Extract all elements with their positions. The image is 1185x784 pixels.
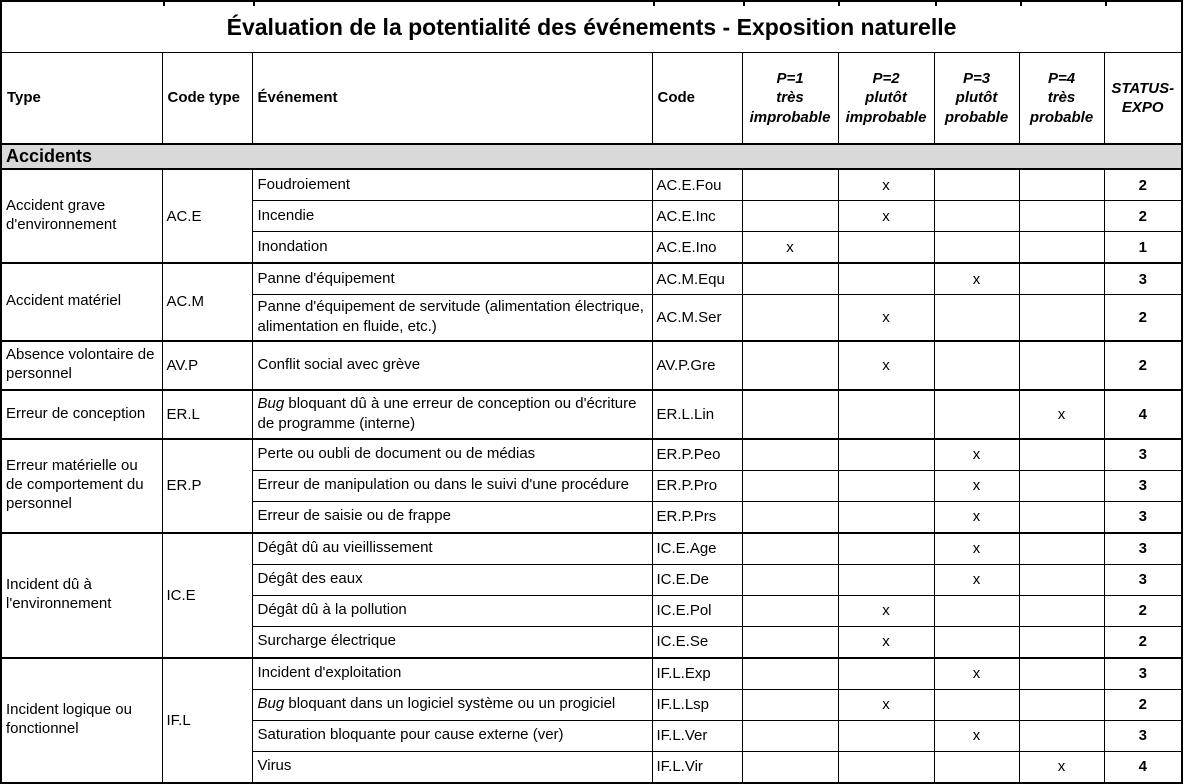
column-header-p1-line1: P=1 [776,69,804,87]
x-marker: x [1057,405,1066,423]
p1-cell [742,658,838,690]
event-cell: Surcharge électrique [252,626,652,658]
status-expo-cell: 3 [1104,533,1182,565]
event-cell: Conflit social avec grève [252,341,652,390]
status-expo-cell: 2 [1104,595,1182,626]
x-marker: x [882,356,890,374]
event-cell: Incendie [252,201,652,232]
p4-cell [1019,658,1104,690]
p4-cell [1019,390,1104,439]
event-italic-lead: Bug [257,394,285,412]
p2-cell [838,658,934,690]
type-cell: Accident matériel [1,263,162,341]
p4-cell [1019,564,1104,595]
p3-cell [934,470,1019,501]
p4-cell [1019,626,1104,658]
column-header-status-line1: STATUS- [1111,79,1175,97]
p3-cell [934,501,1019,533]
p4-cell [1019,232,1104,264]
x-marker: x [882,602,890,619]
column-header-p4-line1: P=4 [1047,69,1076,87]
p3-cell [934,720,1019,751]
code-type-cell: AC.M [162,263,252,341]
gridline-stub [743,0,745,6]
status-expo-cell: 3 [1104,439,1182,471]
title-row [1,1,1182,53]
column-header-event [252,53,652,145]
p4-cell [1019,439,1104,471]
code-cell: IC.E.Pol [652,595,742,626]
p3-cell [934,295,1019,341]
p1-cell [742,751,838,783]
event-italic-lead: Bug [257,695,285,713]
p3-cell [934,232,1019,264]
column-header-p1-line2: très [776,89,804,107]
code-cell: IF.L.Exp [652,658,742,690]
type-cell: Accident grave d'environnement [1,169,162,263]
code-cell: ER.L.Lin [652,390,742,439]
code-type-cell: IC.E [162,533,252,658]
status-expo-cell: 3 [1104,564,1182,595]
status-expo-cell: 4 [1104,751,1182,783]
column-header-event-line1: Événement [257,89,338,107]
p4-cell [1019,595,1104,626]
column-header-p4-line3: probable [1029,108,1094,126]
p1-cell [742,169,838,201]
status-expo-cell: 3 [1104,470,1182,501]
code-cell: IC.E.De [652,564,742,595]
p2-cell [838,501,934,533]
code-cell: AC.E.Inc [652,201,742,232]
p4-cell [1019,169,1104,201]
p4-cell [1019,720,1104,751]
event-row [1,341,1182,390]
event-row [1,263,1182,295]
p4-cell [1019,263,1104,295]
event-cell: Inondation [252,232,652,264]
p1-cell [742,439,838,471]
code-cell: ER.P.Pro [652,470,742,501]
gridline-stub [1020,0,1022,6]
p2-cell [838,720,934,751]
p1-cell [742,564,838,595]
p3-cell [934,263,1019,295]
code-cell: IF.L.Lsp [652,689,742,720]
p4-cell [1019,751,1104,783]
p4-cell [1019,341,1104,390]
code-cell: AV.P.Gre [652,341,742,390]
p1-cell [742,295,838,341]
code-cell: ER.P.Peo [652,439,742,471]
column-header-p3-line2: plutôt [955,89,998,107]
p1-cell [742,232,838,264]
status-expo-cell: 2 [1104,201,1182,232]
event-cell: Dégât dû au vieillissement [252,533,652,565]
x-marker: x [972,270,981,288]
status-expo-cell: 2 [1104,341,1182,390]
p2-cell [838,295,934,341]
column-header-type [1,53,162,145]
status-expo-cell: 3 [1104,501,1182,533]
type-cell: Incident dû à l'environnement [1,533,162,658]
p1-cell [742,201,838,232]
column-header-type-line1: Type [7,89,41,107]
event-cell: Dégât dû à la pollution [252,595,652,626]
p2-cell [838,689,934,720]
p3-cell [934,751,1019,783]
event-cell: Panne d'équipement [252,263,652,295]
p4-cell [1019,295,1104,341]
code-cell: AC.M.Equ [652,263,742,295]
gridline-stub [653,0,655,6]
p2-cell [838,439,934,471]
p3-cell [934,390,1019,439]
p1-cell [742,720,838,751]
x-marker: x [1057,758,1066,775]
x-marker: x [882,176,890,194]
column-header-p3-line3: probable [944,108,1009,126]
p4-cell [1019,201,1104,232]
p2-cell [838,595,934,626]
status-expo-cell: 3 [1104,720,1182,751]
section-header-accidents: Accidents [1,144,1182,169]
p1-cell [742,470,838,501]
p1-cell [742,390,838,439]
event-cell: Saturation bloquante pour cause externe (ver) [252,720,652,751]
column-header-p4 [1019,53,1104,145]
p1-cell [742,501,838,533]
p2-cell [838,533,934,565]
page-title: Évaluation de la potentialité des événements - Exposition naturelle [1,1,1182,53]
code-type-cell: AV.P [162,341,252,390]
event-cell: Dégât des eaux [252,564,652,595]
column-header-code-line1: Code [657,89,695,107]
p2-cell [838,390,934,439]
p3-cell [934,533,1019,565]
code-type-cell: IF.L [162,658,252,783]
event-row [1,658,1182,690]
p1-cell [742,689,838,720]
gridline-stub [163,0,165,6]
status-expo-cell: 2 [1104,295,1182,341]
section-row-accidents [1,144,1182,169]
status-expo-cell: 2 [1104,689,1182,720]
p2-cell [838,564,934,595]
p3-cell [934,626,1019,658]
p2-cell [838,169,934,201]
type-cell: Absence volontaire de personnel [1,341,162,390]
x-marker: x [972,477,981,494]
status-expo-cell: 3 [1104,658,1182,690]
p2-cell [838,626,934,658]
code-cell: IC.E.Se [652,626,742,658]
p3-cell [934,595,1019,626]
x-marker: x [972,665,981,682]
type-cell: Erreur matérielle ou de comportement du personnel [1,439,162,533]
column-header-p1-line3: improbable [749,108,831,126]
p3-cell [934,689,1019,720]
x-marker: x [786,238,794,256]
column-header-p4-line2: très [1047,89,1076,107]
p3-cell [934,439,1019,471]
column-header-p3 [934,53,1019,145]
code-type-cell: AC.E [162,169,252,263]
status-expo-cell: 1 [1104,232,1182,264]
p1-cell [742,595,838,626]
gridline-stub [935,0,937,6]
p2-cell [838,232,934,264]
event-row [1,390,1182,439]
status-expo-cell: 4 [1104,390,1182,439]
p1-cell [742,263,838,295]
p3-cell [934,658,1019,690]
x-marker: x [972,727,981,744]
column-header-p3-line1: P=3 [962,69,991,87]
code-cell: IC.E.Age [652,533,742,565]
status-expo-cell: 2 [1104,169,1182,201]
p3-cell [934,341,1019,390]
x-marker: x [972,446,981,463]
code-type-cell: ER.L [162,390,252,439]
event-row [1,533,1182,565]
gridline-stub [1105,0,1107,6]
code-cell: IF.L.Ver [652,720,742,751]
event-cell: Erreur de saisie ou de frappe [252,501,652,533]
column-header-p2 [838,53,934,145]
x-marker: x [882,633,890,650]
x-marker: x [972,540,981,557]
type-cell: Erreur de conception [1,390,162,439]
x-marker: x [882,207,890,225]
p2-cell [838,263,934,295]
column-header-p1 [742,53,838,145]
event-row [1,439,1182,471]
p4-cell [1019,501,1104,533]
code-cell: IF.L.Vir [652,751,742,783]
column-header-code [652,53,742,145]
p4-cell [1019,470,1104,501]
x-marker: x [972,508,981,525]
event-cell: Foudroiement [252,169,652,201]
p1-cell [742,626,838,658]
gridline-stub [253,0,255,6]
column-header-p2-line1: P=2 [872,69,900,87]
p3-cell [934,169,1019,201]
status-expo-cell: 3 [1104,263,1182,295]
event-cell: Panne d'équipement de servitude (alimentation électrique, alimentation en fluide, etc.) [252,295,652,341]
p3-cell [934,564,1019,595]
code-cell: AC.E.Ino [652,232,742,264]
x-marker: x [882,696,890,713]
p2-cell [838,201,934,232]
column-header-code-type-line1: Code type [167,89,241,107]
p3-cell [934,201,1019,232]
event-cell: Perte ou oubli de document ou de médias [252,439,652,471]
code-cell: ER.P.Prs [652,501,742,533]
column-header-code-type [162,53,252,145]
column-header-status [1104,53,1182,145]
p2-cell [838,470,934,501]
event-cell: Bug bloquant dans un logiciel système ou un progiciel [252,689,652,720]
code-cell: AC.E.Fou [652,169,742,201]
type-cell: Incident logique ou fonctionnel [1,658,162,783]
event-cell: Virus [252,751,652,783]
event-cell: Incident d'exploitation [252,658,652,690]
column-header-p2-line3: improbable [845,108,927,126]
column-header-row [1,53,1182,145]
p2-cell [838,751,934,783]
status-expo-cell: 2 [1104,626,1182,658]
gridline-stub [838,0,840,6]
column-header-p2-line2: plutôt [865,89,907,107]
x-marker: x [972,571,981,588]
p2-cell [838,341,934,390]
code-type-cell: ER.P [162,439,252,533]
code-cell: AC.M.Ser [652,295,742,341]
column-header-status-line2: EXPO [1121,99,1164,116]
p4-cell [1019,533,1104,565]
p1-cell [742,533,838,565]
p4-cell [1019,689,1104,720]
p1-cell [742,341,838,390]
event-row [1,169,1182,201]
event-cell: Erreur de manipulation ou dans le suivi d'une procédure [252,470,652,501]
event-cell: Bug bloquant dû à une erreur de conception ou d'écriture de programme (interne) [252,390,652,439]
x-marker: x [882,308,890,326]
